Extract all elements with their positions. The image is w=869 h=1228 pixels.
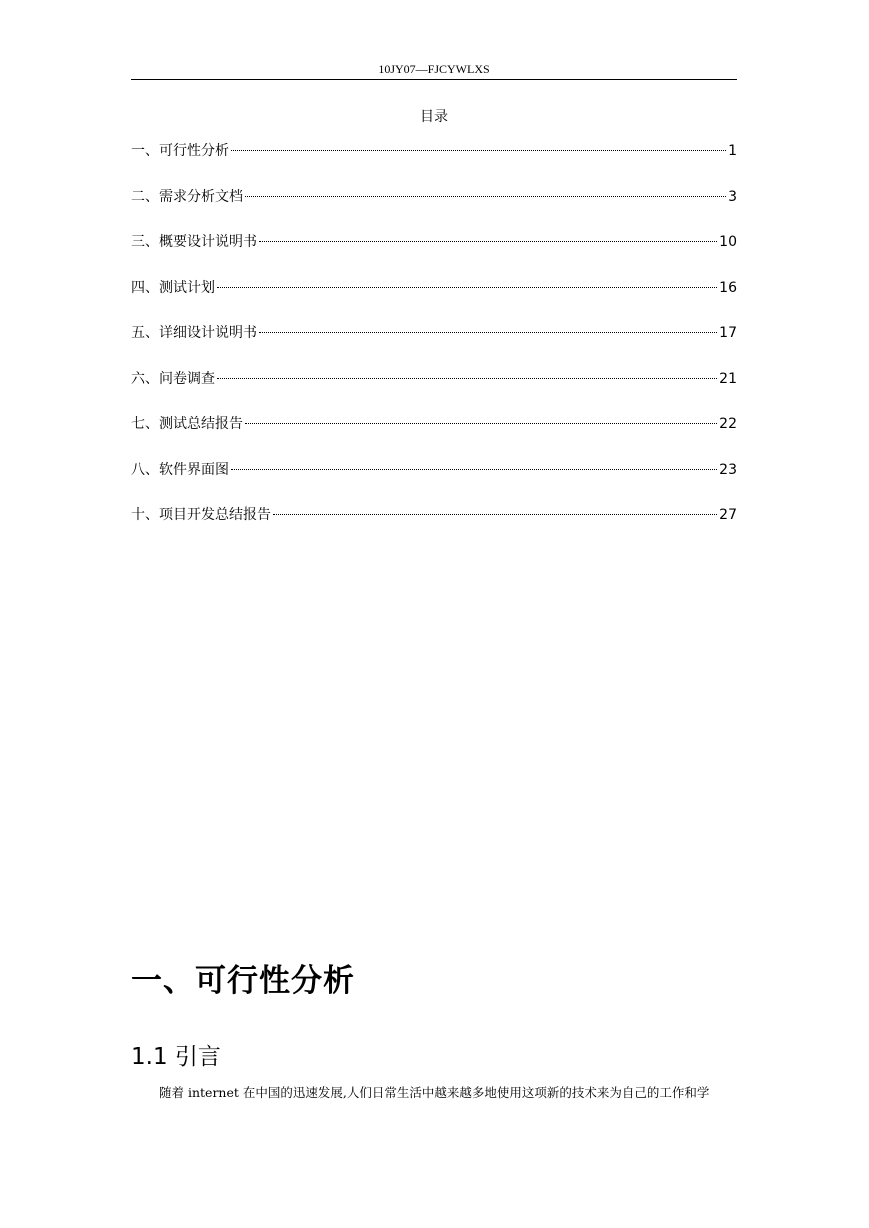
toc-title: 目录 xyxy=(420,109,448,125)
chapter-heading: 一、可行性分析 xyxy=(131,963,355,999)
toc-entry-label: 二、需求分析文档 xyxy=(131,188,243,205)
toc-leader-dots xyxy=(245,195,726,197)
toc-entry-label: 八、软件界面图 xyxy=(131,461,229,478)
body-paragraph: 随着 internet 在中国的迅速发展,人们日常生活中越来越多地使用这项新的技术来为自己的工作和学 xyxy=(159,1085,710,1100)
toc-entry-label: 六、问卷调查 xyxy=(131,370,215,387)
toc-leader-dots xyxy=(217,286,717,288)
toc-entry-label: 三、概要设计说明书 xyxy=(131,234,257,250)
toc-entry-label: 四、测试计划 xyxy=(131,279,215,296)
toc-leader-dots xyxy=(231,149,726,151)
toc-entry[interactable] xyxy=(131,504,737,550)
toc-leader-dots xyxy=(217,377,717,379)
toc-entry-page: 17 xyxy=(719,325,737,341)
section-heading: 1.1 引言 xyxy=(131,1044,221,1070)
toc-entry[interactable] xyxy=(131,322,737,368)
toc-entry[interactable] xyxy=(131,140,737,186)
toc-entry[interactable] xyxy=(131,277,737,323)
toc-entry-label: 十、项目开发总结报告 xyxy=(131,507,271,523)
header-rule xyxy=(131,79,737,80)
toc-entry-page: 3 xyxy=(728,188,737,205)
toc-entry-page: 1 xyxy=(728,143,737,159)
toc-entry-label: 一、可行性分析 xyxy=(131,143,229,159)
toc-entry-page: 21 xyxy=(719,370,737,387)
toc-entry[interactable] xyxy=(131,186,737,232)
toc-entry[interactable] xyxy=(131,368,737,414)
toc-entry-page: 23 xyxy=(719,461,737,478)
toc-leader-dots xyxy=(273,513,717,515)
toc-entry[interactable] xyxy=(131,413,737,459)
table-of-contents xyxy=(131,140,737,550)
toc-entry-page: 16 xyxy=(719,279,737,296)
toc-entry-page: 22 xyxy=(719,416,737,432)
toc-leader-dots xyxy=(259,331,717,333)
toc-leader-dots xyxy=(245,422,717,424)
toc-entry-label: 七、测试总结报告 xyxy=(131,416,243,432)
toc-entry-label: 五、详细设计说明书 xyxy=(131,325,257,341)
toc-leader-dots xyxy=(231,468,717,470)
toc-entry[interactable] xyxy=(131,459,737,505)
page-header: 10JY07—FJCYWLXS xyxy=(378,62,490,76)
toc-entry-page: 27 xyxy=(719,507,737,523)
toc-entry-page: 10 xyxy=(719,234,737,250)
toc-leader-dots xyxy=(259,240,717,242)
toc-entry[interactable] xyxy=(131,231,737,277)
